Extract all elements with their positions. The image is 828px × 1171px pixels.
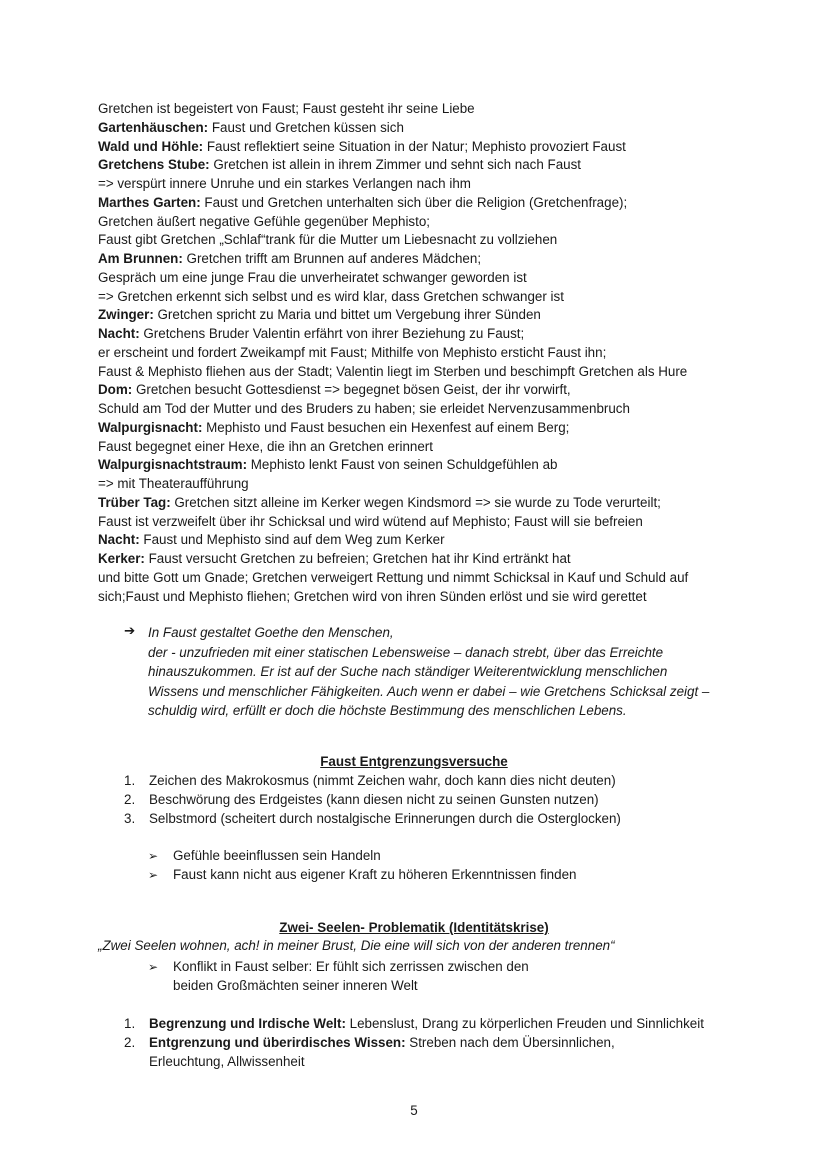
scene-line: sich;Faust und Mephisto fliehen; Gretchen wird von ihren Sünden erlöst und sie wird gerettet [98,588,647,604]
list-item: 2. Entgrenzung und überirdisches Wissen: Streben nach dem Übersinnlichen, [124,1035,615,1050]
scene-summary [98,100,738,606]
conclusion-line: hinauszukommen. Er ist auf der Suche nach ständiger Weiterentwicklung menschlichen [148,664,668,679]
list-item: ➢ Faust kann nicht aus eigener Kraft zu höheren Erkenntnissen finden [148,866,768,885]
scene-line: Walpurgisnachtstraum: Mephisto lenkt Faust von seinen Schuldgefühlen ab [98,457,558,473]
entgrenzung-bullets [148,847,768,884]
faust-quote: „Zwei Seelen wohnen, ach! in meiner Brust, Die eine will sich von der anderen trennen“ [98,938,615,953]
section-heading-zwei-seelen: Zwei- Seelen- Problematik (Identitätskrise) [279,920,549,935]
scene-line: Walpurgisnacht: Mephisto und Faust besuchen ein Hexenfest auf einem Berg; [98,419,570,435]
conclusion-line: In Faust gestaltet Goethe den Menschen, [148,625,394,640]
list-item: 3. Selbstmord (scheitert durch nostalgische Erinnerungen durch die Osterglocken) [124,811,621,826]
conclusion-line: schuldig wird, erfüllt er doch die höchste Bestimmung des menschlichen Lebens. [148,703,627,718]
scene-line: => verspürt innere Unruhe und ein starkes Verlangen nach ihm [98,176,471,191]
scene-line: Gespräch um eine junge Frau die unverheiratet schwanger geworden ist [98,269,527,285]
scene-line: Marthes Garten: Faust und Gretchen unterhalten sich über die Religion (Gretchenfrage); [98,194,628,210]
scene-line: Gretchen äußert negative Gefühle gegenüber Mephisto; [98,213,431,229]
scene-line: Gretchens Stube: Gretchen ist allein in ihrem Zimmer und sehnt sich nach Faust [98,157,581,173]
scene-line: Faust ist verzweifelt über ihr Schicksal und wird wütend auf Mephisto; Faust will sie befreien [98,513,643,529]
list-item-continuation: Erleuchtung, Allwissenheit [149,1054,305,1069]
list-item: 2. Beschwörung des Erdgeistes (kann diesen nicht zu seinen Gunsten nutzen) [124,792,599,807]
scene-line: Kerker: Faust versucht Gretchen zu befreien; Gretchen hat ihr Kind ertränkt hat [98,551,571,566]
list-item: 1. Begrenzung und Irdische Welt: Lebenslust, Drang zu körperlichen Freuden und Sinnlichkeit [124,1016,704,1031]
arrowhead-bullet-icon: ➢ [148,960,159,974]
list-item: ➢ Konflikt in Faust selber: Er fühlt sich zerrissen zwischen den [148,958,768,977]
scene-line: => mit Theateraufführung [98,476,249,491]
scene-line: und bitte Gott um Gnade; Gretchen verweigert Rettung und nimmt Schicksal in Kauf und Schuld auf [98,569,689,585]
scene-line: Gretchen ist begeistert von Faust; Faust gesteht ihr seine Liebe [98,101,475,116]
entgrenzung-list [124,771,764,828]
scene-line: Faust gibt Gretchen „Schlaf“trank für die Mutter um Liebesnacht zu vollziehen [98,232,558,248]
scene-line: Faust begegnet einer Hexe, die ihn an Gretchen erinnert [98,438,433,454]
scene-line: Gartenhäuschen: Faust und Gretchen küssen sich [98,119,404,135]
page-number: 5 [410,1103,418,1118]
scene-line: Zwinger: Gretchen spricht zu Maria und bittet um Vergebung ihrer Sünden [98,307,541,323]
zwei-seelen-bullets [148,958,768,995]
section-heading-entgrenzung: Faust Entgrenzungsversuche [320,754,508,769]
scene-line: Dom: Gretchen besucht Gottesdienst => begegnet bösen Geist, der ihr vorwirft, [98,382,571,398]
scene-line: Faust & Mephisto fliehen aus der Stadt; Valentin liegt im Sterben und beschimpft Gretchen als Hure [98,363,688,379]
scene-line: Wald und Höhle: Faust reflektiert seine Situation in der Natur; Mephisto provoziert Faust [98,138,626,154]
list-item: 1. Zeichen des Makrokosmus (nimmt Zeichen wahr, doch kann dies nicht deuten) [124,773,616,788]
scene-line: er erscheint und fordert Zweikampf mit Faust; Mithilfe von Mephisto ersticht Faust ihn; [98,344,607,360]
conclusion-line: der - unzufrieden mit einer statischen Lebensweise – danach strebt, über das Erreichte [148,644,664,660]
scene-line: Nacht: Faust und Mephisto sind auf dem Weg zum Kerker [98,532,445,548]
conclusion-block [124,623,744,721]
scene-line: => Gretchen erkennt sich selbst und es wird klar, dass Gretchen schwanger ist [98,288,564,304]
scene-line: Schuld am Tod der Mutter und des Bruders zu haben; sie erleidet Nervenzusammenbruch [98,401,630,416]
scene-line: Nacht: Gretchens Bruder Valentin erfährt von ihrer Beziehung zu Faust; [98,326,525,341]
arrowhead-bullet-icon: ➢ [148,849,159,863]
arrowhead-bullet-icon: ➢ [148,867,159,882]
arrow-right-icon: ➔ [124,623,136,638]
zwei-seelen-list [124,1014,764,1071]
list-item: ➢ Gefühle beeinflussen sein Handeln [148,847,768,866]
scene-line: Am Brunnen: Gretchen trifft am Brunnen auf anderes Mädchen; [98,251,482,266]
conclusion-line: Wissens und menschlicher Fähigkeiten. Auch wenn er dabei – wie Gretchens Schicksal zeigt – [148,683,710,699]
list-item-continuation: beiden Großmächten seiner inneren Welt [173,977,418,993]
scene-line: Trüber Tag: Gretchen sitzt alleine im Kerker wegen Kindsmord => sie wurde zu Tode verurteilt; [98,494,661,510]
